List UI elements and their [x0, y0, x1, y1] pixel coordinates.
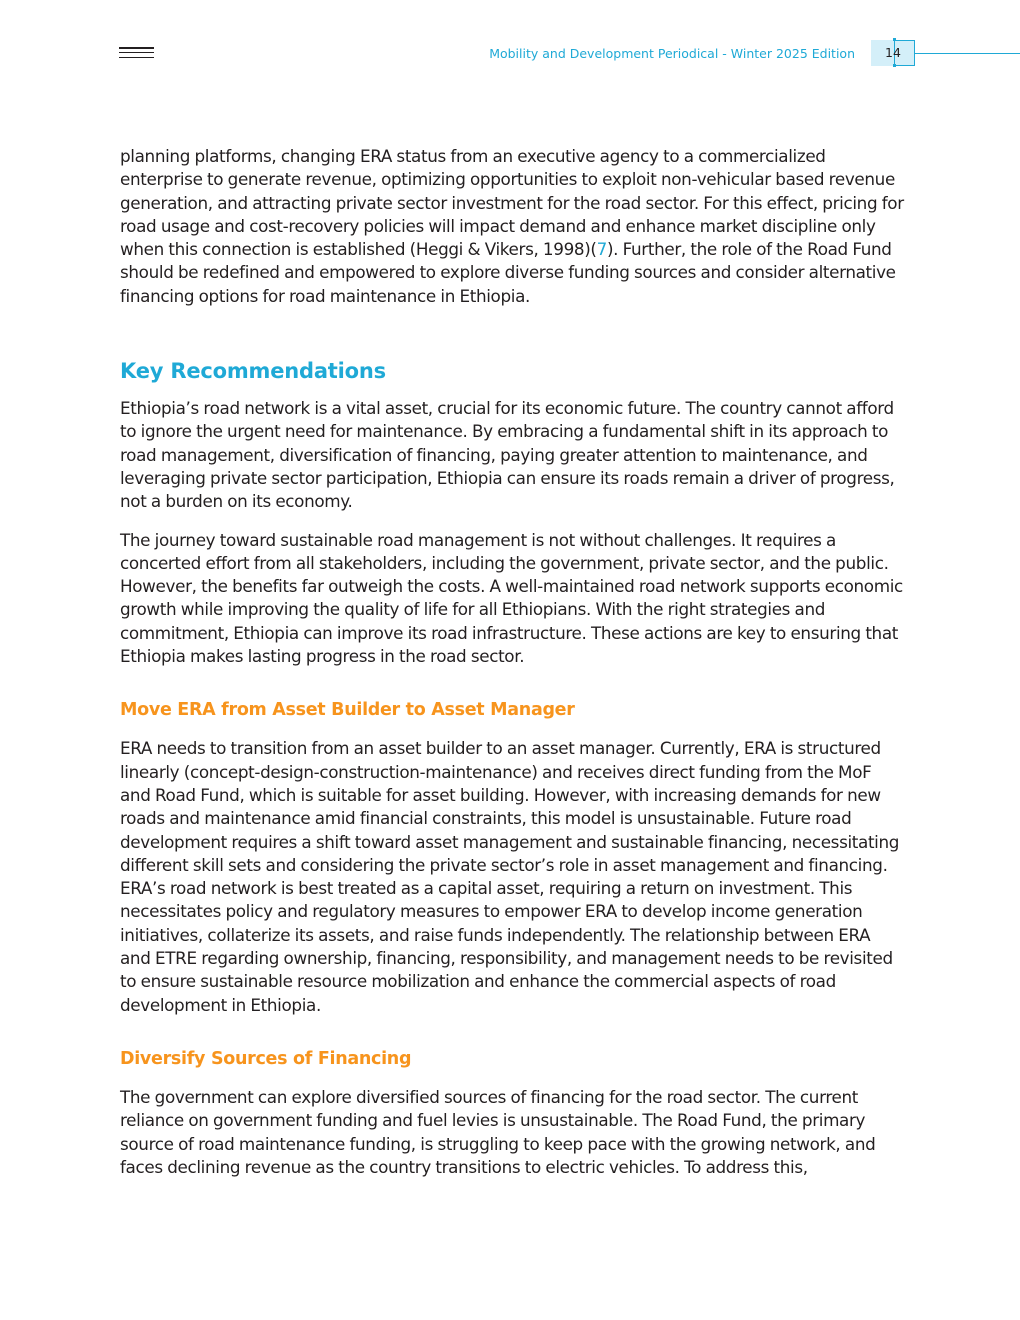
intro-paragraph [120, 145, 905, 308]
frame-dot [893, 38, 896, 41]
asset-manager-heading: Move ERA from Asset Builder to Asset Manager [120, 700, 575, 721]
header-rule [915, 53, 1020, 54]
frame-dot [893, 64, 896, 67]
intro-text-continued: ). Further, the role of the Road Fund should be redefined and empowered to explore diverse funding sources and consider alternative financing options for road maintenance in Ethiopia. [120, 239, 896, 306]
menu-icon [119, 47, 154, 60]
reference-link[interactable]: 7 [596, 239, 607, 260]
financing-paragraph: The government can explore diversified sources of financing for the road sector. The current reliance on government funding and fuel levies is unsustainable. The Road Fund, the primary source of road maintenance funding, is struggling to keep pace with the growing network, and faces declining revenue as the country transitions to electric vehicles. To address this, [120, 1086, 876, 1177]
page-number: 14 [885, 45, 901, 60]
key-recommendations-heading: Key Recommendations [120, 359, 386, 384]
article-body [120, 145, 905, 1179]
key-recommendations-paragraph-1: Ethiopia’s road network is a vital asset, crucial for its economic future. The country cannot afford to ignore the urgent need for maintenance. By embracing a fundamental shift in its approach to road management, diversification of financing, paying greater attention to maintenance, and leveraging private sector participation, Ethiopia can ensure its roads remain a driver of progress, not a burden on its economy. [120, 398, 895, 512]
running-title: Mobility and Development Periodical - Winter 2025 Edition [489, 46, 855, 61]
asset-manager-paragraph: ERA needs to transition from an asset builder to an asset manager. Currently, ERA is structured linearly (concept-design-construction-maintenance) and receives direct funding from the MoF and Road Fund, which is suitable for asset building. However, with increasing demands for new roads and maintenance amid financial constraints, this model is unsustainable. Future road development requires a shift toward asset management and sustainable financing, necessitating different skill sets and considering the private sector’s role in asset management and financing. ERA’s road network is best treated as a capital asset, requiring a return on investment. This necessitates policy and regulatory measures to empower ERA to develop income generation initiatives, collaterize its assets, and raise funds independently. The relationship between ERA and ETRE regarding ownership, financing, responsibility, and management needs to be revisited to ensure sustainable resource mobilization and enhance the commercial aspects of road development in Ethiopia. [120, 738, 900, 1015]
financing-heading: Diversify Sources of Financing [120, 1048, 412, 1069]
intro-text: planning platforms, changing ERA status from an executive agency to a commercialized enterprise to generate revenue, optimizing opportunities to exploit non-vehicular based revenue generation, and attracting private sector investment for the road sector. For this effect, pricing for road usage and cost-recovery policies will impact demand and enhance market discipline only when this connection is established (Heggi & Vikers, 1998)( [120, 146, 904, 260]
key-recommendations-paragraph-2: The journey toward sustainable road management is not without challenges. It requires a concerted effort from all stakeholders, including the government, private sector, and the public. However, the benefits far outweigh the costs. A well-maintained road network supports economic growth while improving the quality of life for all Ethiopians. With the right strategies and commitment, Ethiopia can improve its road infrastructure. These actions are key to ensuring that Ethiopia makes lasting progress in the road sector. [120, 529, 903, 667]
